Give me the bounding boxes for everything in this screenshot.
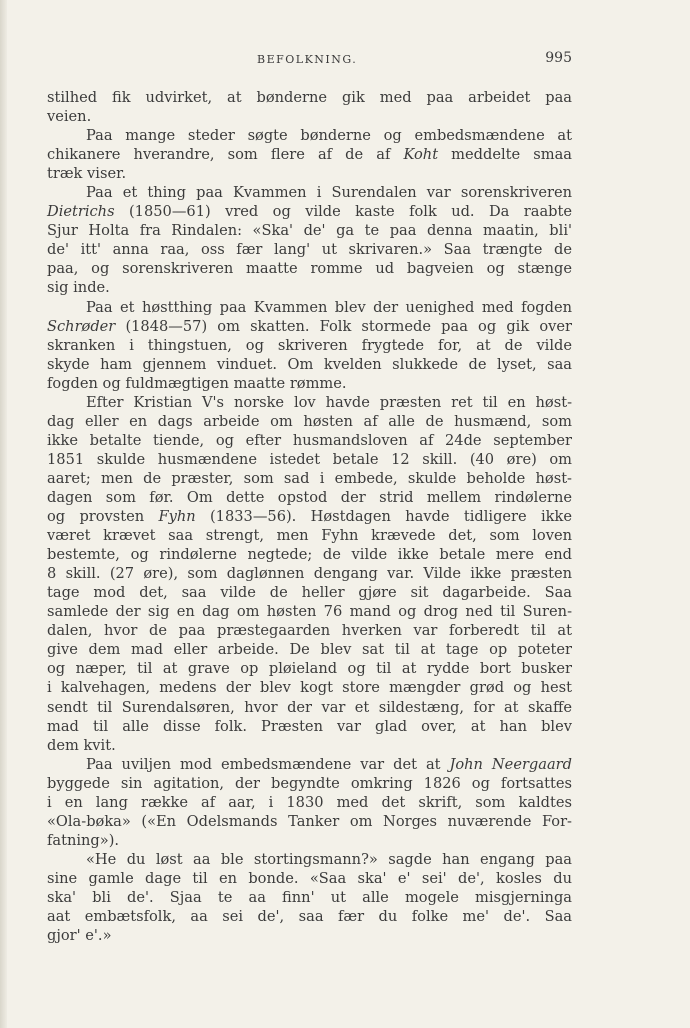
text-line: «Ola-bøka» («En Odelsmands Tanker om Norges nuværende For- xyxy=(47,812,572,830)
text-line: fatning»). xyxy=(47,831,120,849)
text-line: gjor' e'.» xyxy=(47,927,112,945)
text-line: Paa mange steder søgte bønderne og embedsmændene at xyxy=(86,127,572,145)
text-line: give dem mad eller arbeide. De blev sat til at tage op poteter xyxy=(47,641,572,659)
text-line: ikke betalte tiende, og efter husmandsloven af 24de september xyxy=(47,431,572,449)
text-line: bestemte, og rindølerne negtede; de vilde ikke betale mere end xyxy=(47,546,572,564)
text-line: sendt til Surendalsøren, hvor der var et sildestæng, for at skaffe xyxy=(47,698,572,716)
text-line: Schrøder (1848—57) om skatten. Folk stormede paa og gik over xyxy=(47,317,572,335)
text-line: i en lang række af aar, i 1830 med det skrift, som kaldtes xyxy=(47,793,572,811)
text-line: mad til alle disse folk. Præsten var glad over, at han blev xyxy=(47,717,572,735)
italic-name: Fyhn xyxy=(158,508,196,526)
text-line: veien. xyxy=(47,108,92,126)
text-line: Paa uviljen mod embedsmændene var det at John Neergaard xyxy=(86,755,572,773)
italic-name: Koht xyxy=(403,146,439,164)
text-line: Paa et høstthing paa Kvammen blev der uenighed med fogden xyxy=(86,298,572,316)
running-head: BEFOLKNING. xyxy=(257,53,358,66)
text-line: byggede sin agitation, der begyndte omkring 1826 og fortsattes xyxy=(47,774,572,792)
text-line: Efter Kristian V's norske lov havde præsten ret til en høst- xyxy=(86,393,572,411)
text-line: paa, og sorenskriveren maatte romme ud bagveien og stænge xyxy=(47,260,572,278)
text-line: «He du løst aa ble stortingsmann?» sagde han engang paa xyxy=(86,850,572,868)
italic-name: John Neergaard xyxy=(449,755,572,773)
text-line: skranken i thingstuen, og skriveren frygtede for, at de vilde xyxy=(47,336,572,354)
text-line: ska' bli de'. Sjaa te aa finn' ut alle mogele misgjerninga xyxy=(47,888,572,906)
text-line: de' itt' anna raa, oss fær lang' ut skrivaren.» Saa trængte de xyxy=(47,241,572,259)
text-line: sig inde. xyxy=(47,279,110,297)
text-line: og næper, til at grave op pløieland og til at rydde bort busker xyxy=(47,660,572,678)
text-line: dalen, hvor de paa præstegaarden hverken var forberedt til at xyxy=(47,622,572,640)
text-line: været krævet saa strengt, men Fyhn krævede det, som loven xyxy=(47,527,572,545)
text-line: stilhed fik udvirket, at bønderne gik med paa arbeidet paa xyxy=(47,89,572,106)
text-line: 1851 skulde husmændene istedet betale 12 skill. (40 øre) om xyxy=(47,450,572,468)
text-line: tage mod det, saa vilde de heller gjøre sit dagarbeide. Saa xyxy=(47,584,572,602)
text-line: Sjur Holta fra Rindalen: «Ska' de' ga te paa denna maatin, bli' xyxy=(47,222,572,240)
text-line: Dietrichs (1850—61) vred og vilde kaste folk ud. Da raabte xyxy=(47,203,572,221)
page-number: 995 xyxy=(545,50,572,66)
text-line: i kalvehagen, medens der blev kogt store mængder grød og hest xyxy=(47,679,572,697)
text-line: skyde ham gjennem vinduet. Om kvelden slukkede de lyset, saa xyxy=(47,355,572,373)
text-line: dem kvit. xyxy=(47,736,116,754)
text-line: aat embætsfolk, aa sei de', saa fær du folke me' de'. Saa xyxy=(47,908,572,926)
text-line: chikanere hverandre, som flere af de af Koht meddelte smaa xyxy=(47,146,572,164)
body-text xyxy=(47,88,572,945)
page-edge xyxy=(0,0,7,1028)
text-line: aaret; men de præster, som sad i embede, skulde beholde høst- xyxy=(47,469,572,487)
text-line: dagen som før. Om dette opstod der strid mellem rindølerne xyxy=(47,488,572,506)
text-line: fogden og fuldmægtigen maatte rømme. xyxy=(47,374,347,392)
page-header xyxy=(47,50,572,70)
text-line: Paa et thing paa Kvammen i Surendalen var sorenskriveren xyxy=(86,184,572,202)
text-line: samlede der sig en dag om høsten 76 mand og drog ned til Suren- xyxy=(47,603,572,621)
text-line: sine gamle dage til en bonde. «Saa ska' e' sei' de', kosles du xyxy=(47,869,572,887)
text-line: træk viser. xyxy=(47,165,127,183)
text-line: 8 skill. (27 øre), som daglønnen dengang var. Vilde ikke præsten xyxy=(47,565,572,583)
text-line: og provsten Fyhn (1833—56). Høstdagen havde tidligere ikke xyxy=(47,508,572,526)
italic-name: Dietrichs xyxy=(47,203,115,221)
text-line: dag eller en dags arbeide om høsten af alle de husmænd, som xyxy=(47,412,572,430)
italic-name: Schrøder xyxy=(47,317,116,335)
